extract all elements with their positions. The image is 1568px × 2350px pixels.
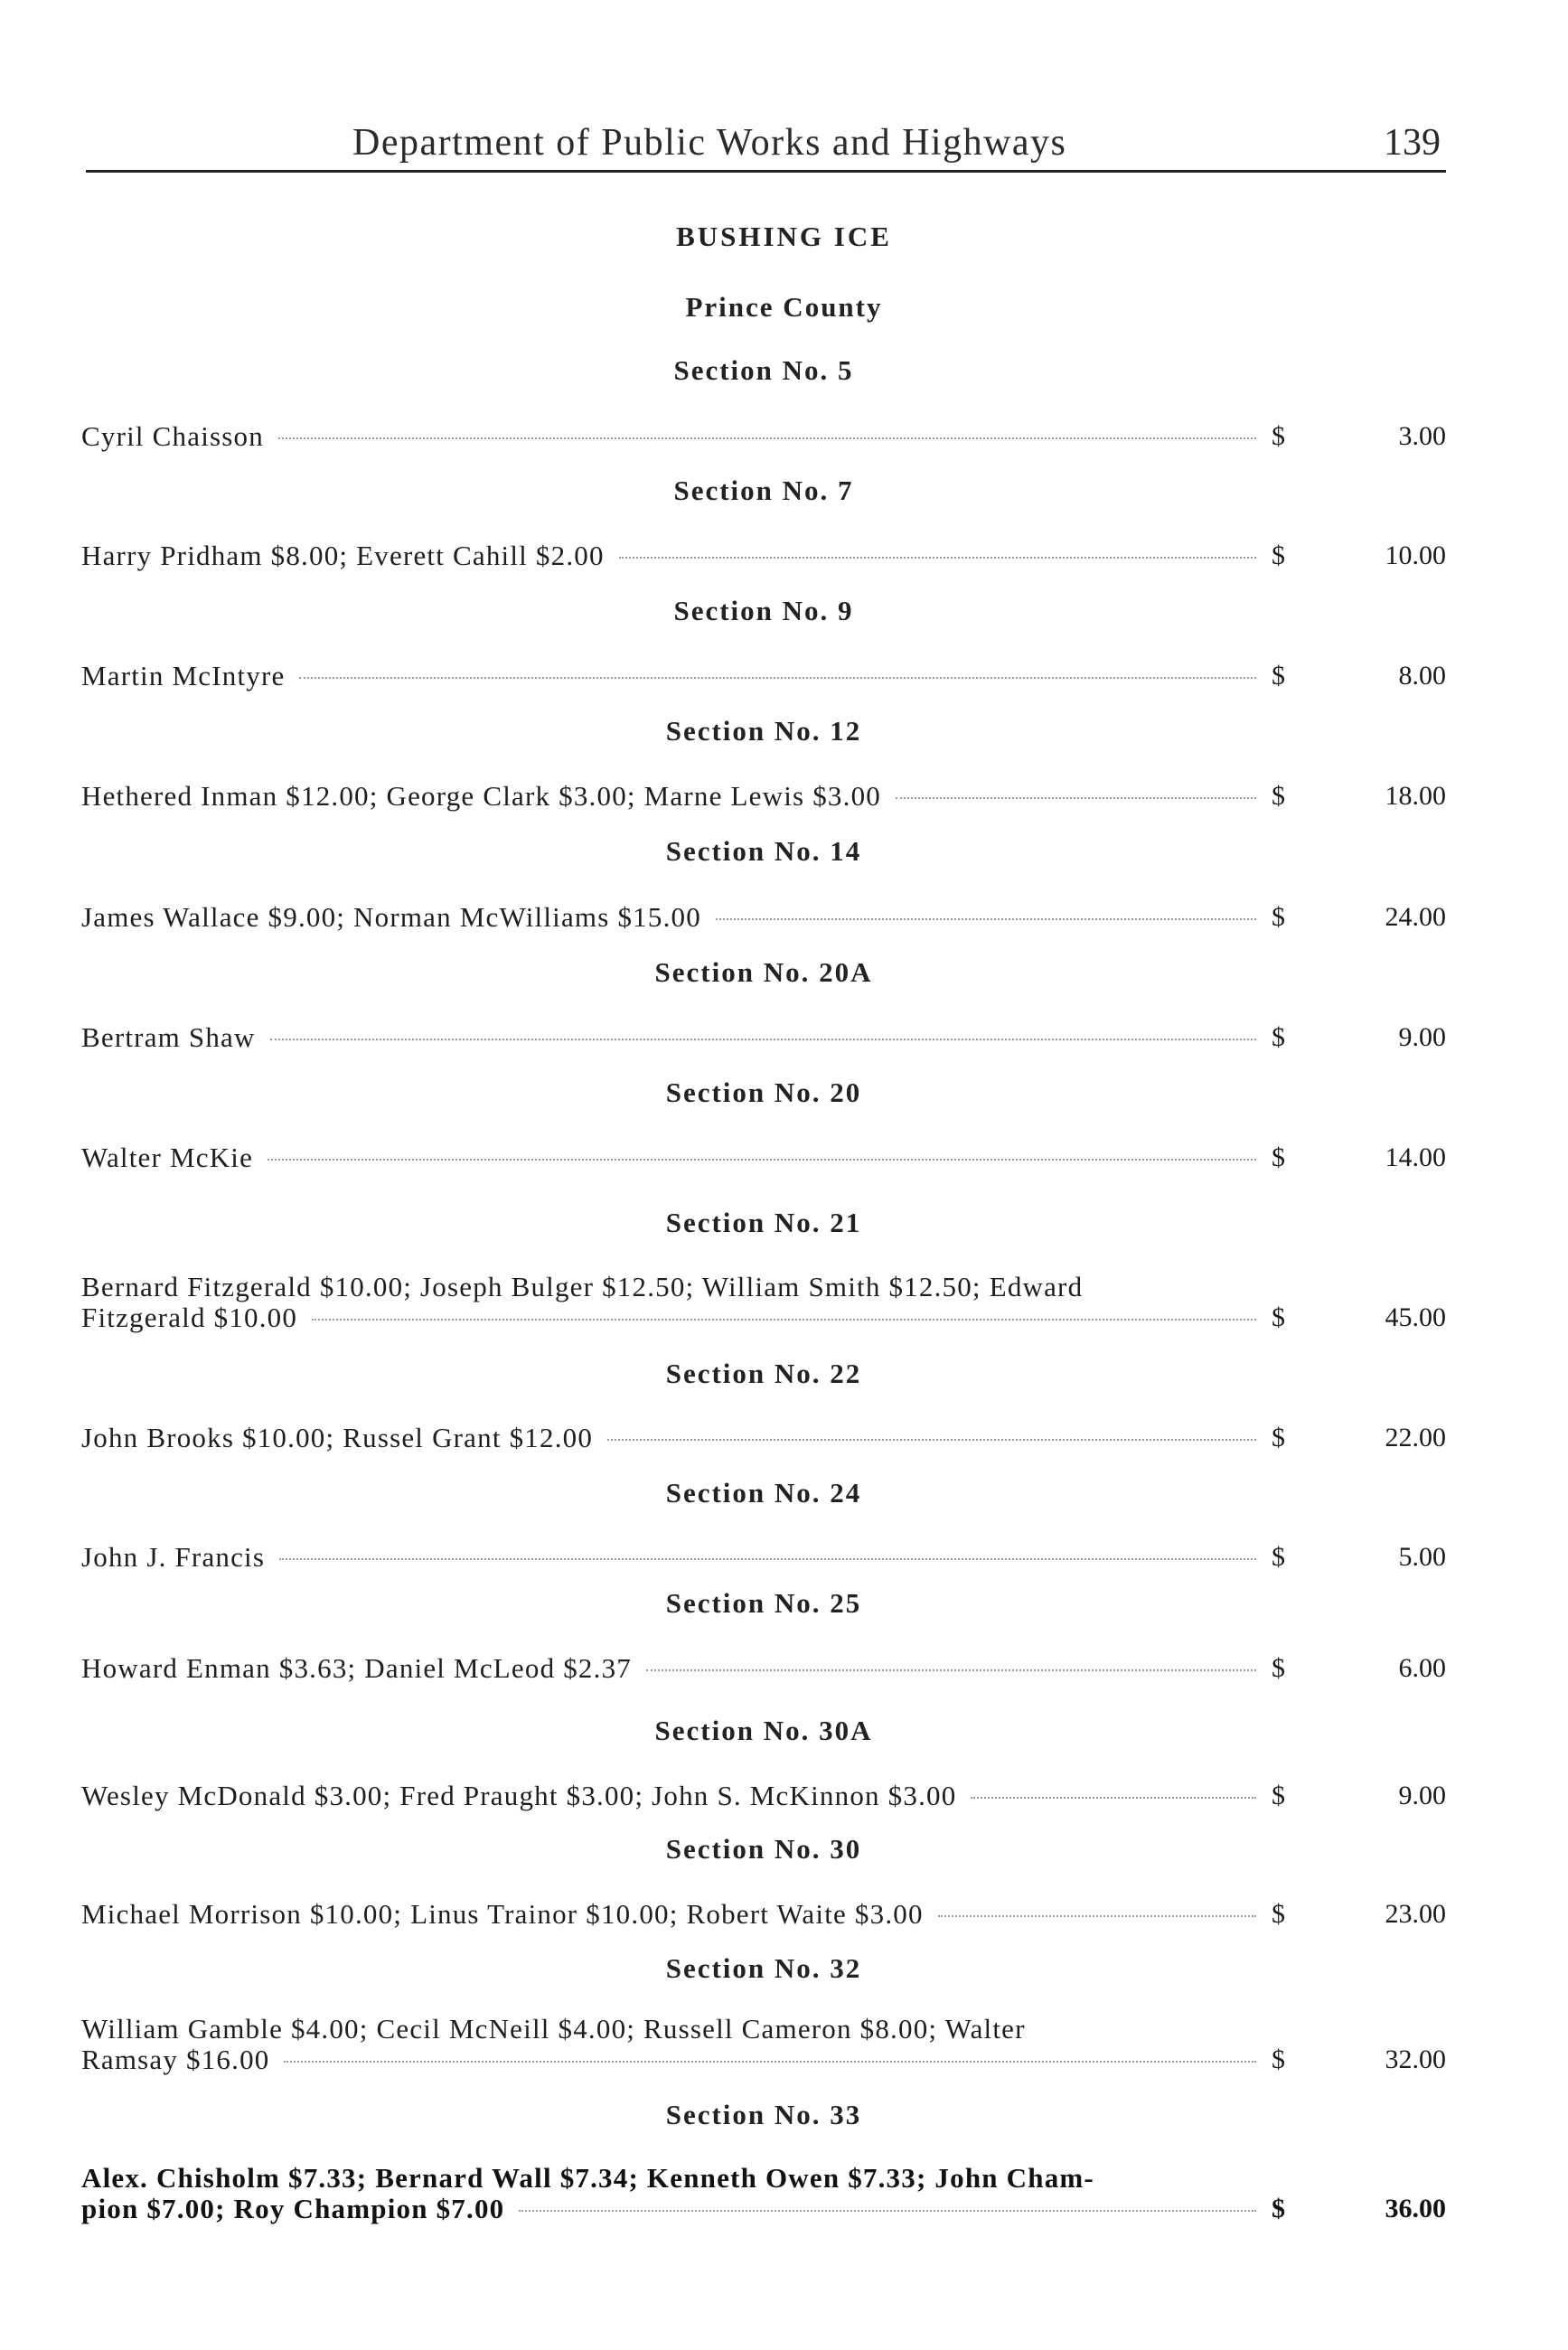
section-heading: Section No. 22 [665,1358,862,1389]
section-amount: 5.00 [1398,1542,1446,1572]
page-number: 139 [1384,122,1441,164]
entry-names [81,1899,1265,1930]
section-entry [81,1142,1446,1173]
section-entry [81,2014,1446,2075]
entry-text-line: Alex. Chisholm $7.33; Bernard Wall $7.34; Kenneth Owen $7.33; John Cham- [81,2162,1094,2194]
entry-names [81,1653,1265,1684]
section-amount: 22.00 [1385,1423,1446,1452]
section-entry [81,1542,1446,1573]
entry-names [81,902,1265,933]
section-heading: Section No. 5 [673,354,854,386]
dot-leader [938,1915,1256,1917]
section-entry [81,781,1446,812]
section-amount: 36.00 [1385,2194,1446,2223]
section-entry [81,1423,1446,1453]
currency-symbol: $ [1272,902,1285,932]
section-heading: Section No. 21 [665,1207,862,1238]
section-heading: Section No. 7 [673,475,854,506]
entry-names [81,781,1265,812]
entry-names [81,1423,1265,1453]
entry-text-line: Fitzgerald $10.00 [81,1302,298,1333]
section-amount: 9.00 [1398,1022,1446,1052]
currency-symbol: $ [1272,2044,1285,2074]
section-amount: 10.00 [1385,540,1446,570]
dot-leader [279,1558,1256,1560]
dot-leader [646,1669,1256,1671]
entry-text-line: Walter McKie [81,1142,254,1173]
currency-symbol: $ [1272,1142,1285,1172]
currency-symbol: $ [1272,2194,1285,2223]
dot-leader [278,437,1256,439]
section-entry [81,1022,1446,1053]
section-amount: 45.00 [1385,1302,1446,1332]
section-entry [81,661,1446,691]
section-entry [81,421,1446,452]
entry-text-line: Hethered Inman $12.00; George Clark $3.00; Marne Lewis $3.00 [81,780,881,812]
currency-symbol: $ [1272,1542,1285,1572]
entry-names [81,1022,1265,1053]
entry-text-line: Cyril Chaisson [81,420,264,452]
section-amount: 23.00 [1385,1899,1446,1929]
entry-text-line: Howard Enman $3.63; Daniel McLeod $2.37 [81,1652,632,1684]
entry-text-line: Harry Pridham $8.00; Everett Cahill $2.00 [81,540,605,571]
dot-leader [607,1439,1256,1441]
section-heading: Section No. 9 [673,595,854,626]
currency-symbol: $ [1272,781,1285,811]
section-heading: Section No. 14 [665,835,862,867]
currency-symbol: $ [1272,1781,1285,1810]
section-heading: Section No. 33 [665,2099,862,2130]
entry-text-line: Ramsay $16.00 [81,2044,270,2075]
dot-leader [270,1039,1256,1040]
currency-symbol: $ [1272,421,1285,451]
page-header [86,116,1446,173]
entry-text-line: John J. Francis [81,1541,266,1573]
page-header-title: Department of Public Works and Highways [352,122,1067,164]
section-heading: Section No. 20A [654,956,873,988]
dot-leader [716,918,1256,920]
section-amount: 24.00 [1385,902,1446,932]
currency-symbol: $ [1272,540,1285,570]
currency-symbol: $ [1272,1653,1285,1683]
section-amount: 32.00 [1385,2044,1446,2074]
entry-text-line: Michael Morrison $10.00; Linus Trainor $10.00; Robert Waite $3.00 [81,1898,924,1930]
section-heading: Section No. 12 [665,715,862,747]
section-entry [81,902,1446,933]
main-heading: BUSHING ICE [676,221,892,252]
section-entry [81,1653,1446,1684]
section-entry [81,540,1446,571]
entry-text-line: Martin McIntyre [81,660,286,691]
entry-names [81,1142,1265,1173]
section-amount: 9.00 [1398,1781,1446,1810]
entry-names [81,2014,1265,2075]
section-amount: 3.00 [1398,421,1446,451]
entry-text-line: William Gamble $4.00; Cecil McNeill $4.00; Russell Cameron $8.00; Walter [81,2013,1026,2044]
entry-text-line: John Brooks $10.00; Russel Grant $12.00 [81,1422,594,1453]
entry-text-line: James Wallace $9.00; Norman McWilliams $15.00 [81,901,701,933]
section-amount: 6.00 [1398,1653,1446,1683]
entry-names [81,661,1265,691]
entry-names [81,1542,1265,1573]
section-heading: Section No. 20 [665,1076,862,1108]
entry-text-line: pion $7.00; Roy Champion $7.00 [81,2193,505,2224]
entry-names [81,1272,1265,1333]
dot-leader [268,1159,1256,1161]
section-heading: Section No. 30 [665,1833,862,1865]
entry-names [81,421,1265,452]
section-amount: 8.00 [1398,661,1446,691]
section-entry [81,2163,1446,2224]
section-heading: Section No. 24 [665,1477,862,1509]
section-amount: 14.00 [1385,1142,1446,1172]
dot-leader [971,1797,1256,1799]
currency-symbol: $ [1272,1022,1285,1052]
section-entry [81,1272,1446,1333]
currency-symbol: $ [1272,1302,1285,1332]
entry-names [81,1781,1265,1811]
entry-text-line: Bernard Fitzgerald $10.00; Joseph Bulger $12.50; William Smith $12.50; Edward [81,1271,1084,1302]
dot-leader [299,677,1256,679]
section-entry [81,1899,1446,1930]
dot-leader [896,797,1256,799]
entry-text-line: Wesley McDonald $3.00; Fred Praught $3.00; John S. McKinnon $3.00 [81,1780,957,1811]
currency-symbol: $ [1272,661,1285,691]
section-heading: Section No. 32 [665,1952,862,1984]
section-heading: Section No. 30A [654,1715,873,1746]
entry-text-line: Bertram Shaw [81,1021,256,1053]
dot-leader [619,557,1256,559]
county-heading: Prince County [685,291,883,323]
entry-names [81,540,1265,571]
dot-leader [519,2210,1256,2212]
currency-symbol: $ [1272,1899,1285,1929]
entry-names [81,2163,1265,2224]
section-amount: 18.00 [1385,781,1446,811]
dot-leader [284,2061,1256,2063]
dot-leader [312,1319,1256,1321]
currency-symbol: $ [1272,1423,1285,1452]
section-entry [81,1781,1446,1811]
section-heading: Section No. 25 [665,1587,862,1619]
